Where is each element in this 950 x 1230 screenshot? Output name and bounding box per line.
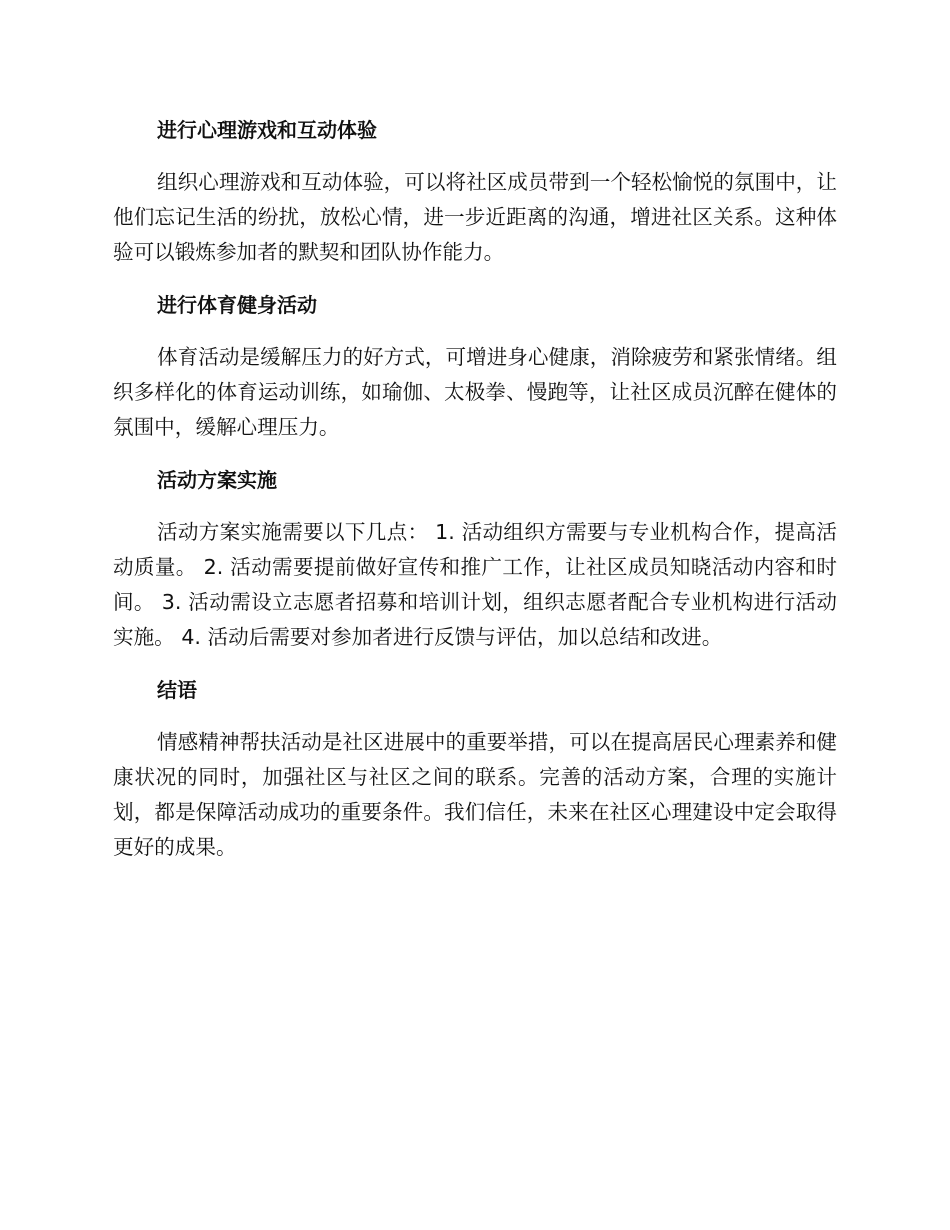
section-heading-sports: 进行体育健身活动 [157, 293, 317, 317]
section-paragraph-sports: 体育活动是缓解压力的好方式，可增进身心健康，消除疲劳和紧张情绪。组织多样化的体育运动训练，如瑜伽、太极拳、慢跑等，让社区成员沉醉在健体的氛围中，缓解心理压力。 [113, 345, 837, 439]
section-heading-implementation: 活动方案实施 [157, 468, 277, 492]
section-paragraph-conclusion: 情感精神帮扶活动是社区进展中的重要举措，可以在提高居民心理素养和健康状况的同时，加强社区与社区之间的联系。完善的活动方案，合理的实施计划，都是保障活动成功的重要条件。我们信任，未来在社区心理建设中定会取得更好的成果。 [113, 730, 837, 859]
section-paragraph-games: 组织心理游戏和互动体验，可以将社区成员带到一个轻松愉悦的氛围中，让他们忘记生活的纷扰，放松心情，进一步近距离的沟通，增进社区关系。这种体验可以锻炼参加者的默契和团队协作能力。 [113, 170, 837, 264]
section-heading-games: 进行心理游戏和互动体验 [157, 118, 377, 142]
section-paragraph-implementation: 活动方案实施需要以下几点： 1. 活动组织方需要与专业机构合作，提高活动质量。 2. 活动需要提前做好宣传和推广工作，让社区成员知晓活动内容和时间。 3. 活动需设立志愿者招募和培训计划，组织志愿者配合专业机构进行活动实施。 4. 活动后需要对参加者进行反馈与评估，加以总结和改进。 [113, 520, 837, 649]
document-page [113, 113, 837, 865]
section-heading-conclusion: 结语 [157, 678, 197, 702]
